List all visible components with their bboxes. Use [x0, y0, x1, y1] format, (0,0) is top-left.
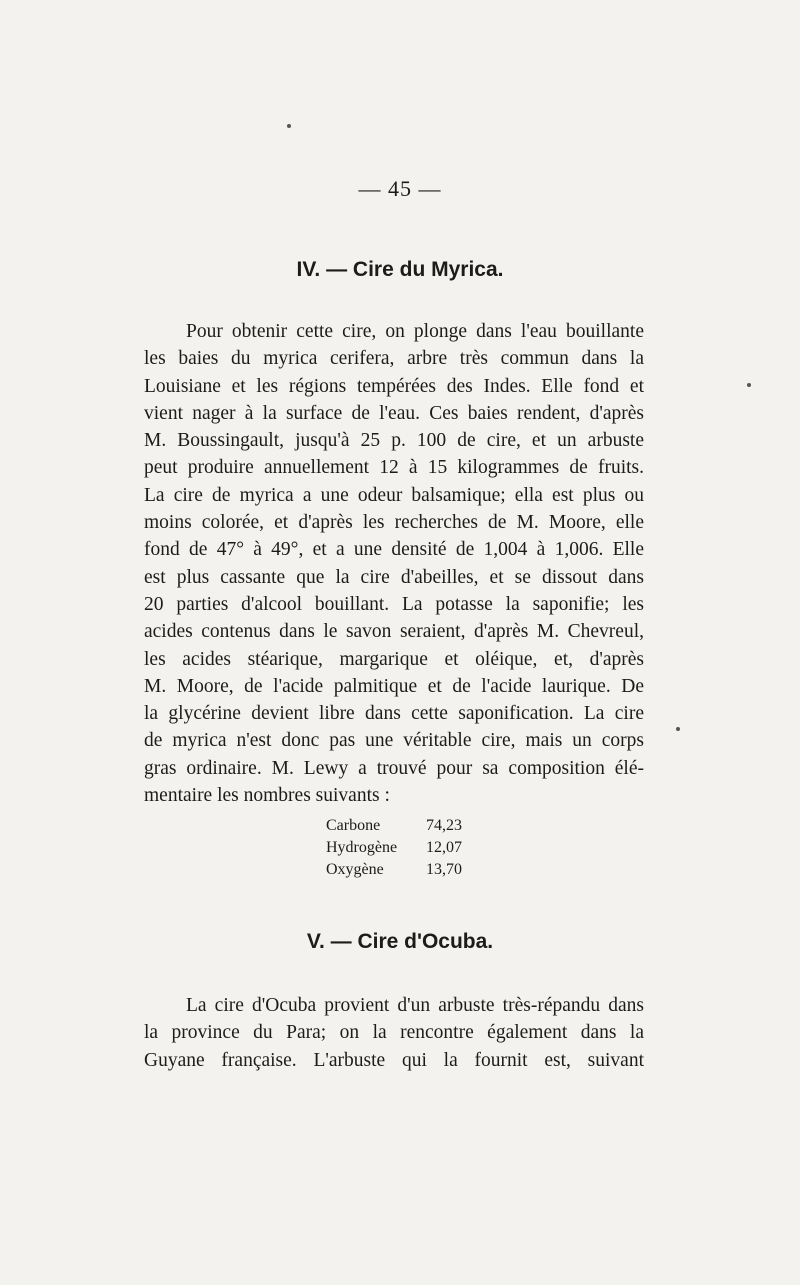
text-line: La cire d'Ocuba provient d'un arbuste très-répandu dans	[186, 995, 644, 1016]
element-value: 74,23	[426, 817, 462, 834]
text-line: Louisiane et les régions tempérées des Indes. Elle fond et	[144, 375, 644, 397]
text-line: 20 parties d'alcool bouillant. La potasse la saponifie; les	[144, 593, 644, 615]
section-iv-paragraph	[144, 318, 644, 809]
speck-mark	[747, 383, 751, 387]
text-line: mentaire les nombres suivants :	[144, 785, 390, 807]
text-line: la glycérine devient libre dans cette saponification. La cire	[144, 703, 644, 725]
text-line: M. Boussingault, jusqu'à 25 p. 100 de cire, et un arbuste	[144, 430, 644, 452]
text-line: M. Moore, de l'acide palmitique et de l'acide laurique. De	[144, 675, 644, 697]
section-heading-iv: IV. — Cire du Myrica.	[296, 258, 504, 281]
section-heading-v: V. — Cire d'Ocuba.	[306, 930, 494, 953]
text-line: vient nager à la surface de l'eau. Ces baies rendent, d'après	[144, 402, 644, 424]
text-line: Pour obtenir cette cire, on plonge dans l'eau bouillante	[186, 321, 644, 342]
text-line: peut produire annuellement 12 à 15 kilogrammes de fruits.	[144, 457, 644, 479]
speck-mark	[676, 727, 680, 731]
element-value: 12,07	[426, 839, 462, 856]
text-line: est plus cassante que la cire d'abeilles, et se dissout dans	[144, 566, 644, 588]
speck-mark	[287, 124, 291, 128]
text-line: acides contenus dans le savon seraient, d'après M. Chevreul,	[144, 621, 644, 643]
text-line: La cire de myrica a une odeur balsamique; ella est plus ou	[144, 484, 644, 506]
element-value: 13,70	[426, 861, 462, 878]
text-line: de myrica n'est donc pas une véritable cire, mais un corps	[144, 730, 644, 752]
text-line: fond de 47° à 49°, et a une densité de 1,004 à 1,006. Elle	[144, 539, 644, 561]
element-name: Carbone	[326, 817, 381, 834]
text-line: les acides stéarique, margarique et oléique, et, d'après	[144, 648, 644, 670]
text-line: moins colorée, et d'après les recherches de M. Moore, elle	[144, 512, 644, 534]
text-line: la province du Para; on la rencontre également dans la	[144, 1022, 644, 1044]
text-line: Guyane française. L'arbuste qui la fournit est, suivant	[144, 1049, 644, 1071]
text-line: les baies du myrica cerifera, arbre très commun dans la	[144, 348, 644, 370]
composition-row	[326, 859, 486, 881]
composition-row	[326, 837, 486, 859]
element-name: Hydrogène	[326, 839, 398, 856]
section-v-paragraph	[144, 992, 644, 1074]
text-line: gras ordinaire. M. Lewy a trouvé pour sa composition élé-	[144, 757, 644, 779]
composition-table	[326, 815, 486, 881]
page-number: — 45 —	[358, 176, 442, 201]
composition-row	[326, 815, 486, 837]
element-name: Oxygène	[326, 861, 384, 878]
